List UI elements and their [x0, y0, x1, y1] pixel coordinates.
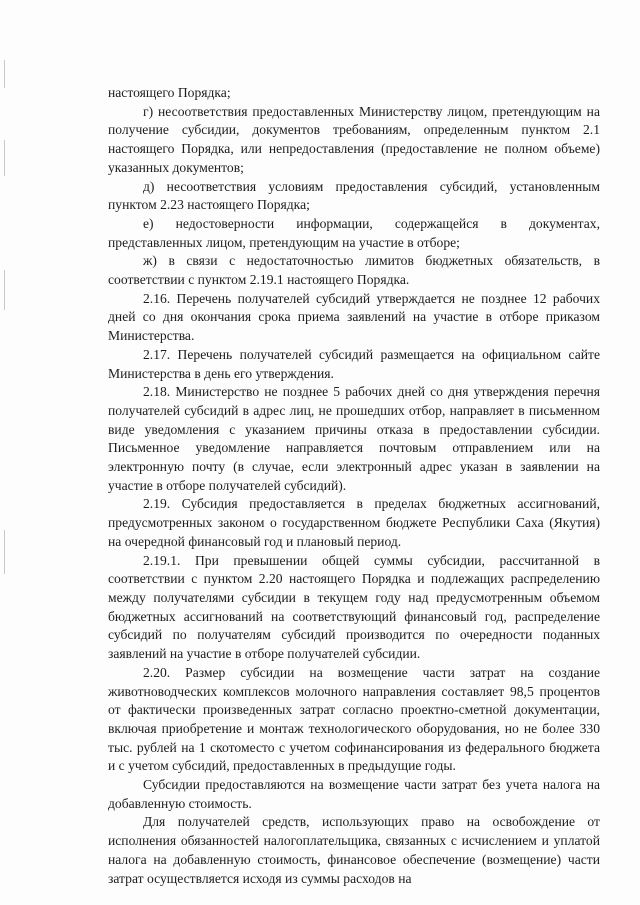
scan-margin-marks — [2, 60, 8, 580]
scan-margin-mark — [4, 270, 5, 310]
paragraph: е) недостоверности информации, содержащейся в документах, представленных лицом, претендующим на участие в отборе; — [108, 215, 600, 250]
paragraph: д) несоответствия условиям предоставления субсидий, установленным пунктом 2.23 настоящего Порядка; — [108, 178, 600, 213]
scan-margin-mark — [4, 60, 5, 88]
paragraph: ж) в связи с недостаточностью лимитов бюджетных обязательств, в соответствии с пунктом 2.19.1 настоящего Порядка. — [108, 253, 600, 288]
paragraph: 2.16. Перечень получателей субсидий утверждается не позднее 12 рабочих дней со дня окончания срока приема заявлений на участие в отборе приказом Министерства. — [108, 290, 600, 344]
paragraph: Субсидии предоставляются на возмещение части затрат без учета налога на добавленную стоимость. — [108, 777, 600, 811]
paragraph: 2.20. Размер субсидии на возмещение части затрат на создание животноводческих комплексов молочного направления составляет 98,5 процентов от фактически произведенных затрат согласно проектно-сметной документации, включая приобретение и монтаж технологического оборудования, но не более 330 тыс. рублей на 1 скотоместо с учетом софинансирования из федерального бюджета и с учетом субсидий, предоставленных в предыдущие годы. — [108, 664, 600, 774]
scan-margin-mark — [4, 530, 5, 574]
paragraph: 2.19. Субсидия предоставляется в пределах бюджетных ассигнований, предусмотренных законом о государственном бюджете Республики Саха (Якутия) на очередной финансовый год и плановый период. — [108, 496, 600, 549]
paragraph: 2.18. Министерство не позднее 5 рабочих дней со дня утверждения перечня получателей субсидий в адрес лиц, не прошедших отбор, направляет в письменном виде уведомления с указанием причины отказа в предоставлении субсидии. Письменное уведомление направляется почтовым отправлением или на электронную почту (в случае, если электронный адрес указан в заявлении на участие в отборе получателей субсидий). — [108, 384, 600, 493]
scan-margin-mark — [4, 140, 5, 176]
paragraph: Для получателей средств, использующих право на освобождение от исполнения обязанностей налогоплательщика, связанных с исчислением и уплатой налога на добавленную стоимость, финансовое обеспечение (возмещение) части затрат осуществляется исходя из суммы расходов на — [108, 814, 600, 886]
document-body — [108, 84, 600, 888]
paragraph: г) несоответствия предоставленных Министерству лицом, претендующим на получение субсидии, документов требованиям, определенным пунктом 2.1 настоящего Порядка, или непредоставления (предоставление не полном объеме) указанных документов; — [108, 103, 600, 175]
paragraph: 2.17. Перечень получателей субсидий размещается на официальном сайте Министерства в день его утверждения. — [108, 346, 600, 381]
paragraph: 2.19.1. При превышении общей суммы субсидии, рассчитанной в соответствии с пунктом 2.20 настоящего Порядка и подлежащих распределению между получателями субсидии в текущем году над предусмотренным объемом бюджетных ассигнований на соответствующий финансовый год, распределение субсидий по получателям субсидий производится по очередности поданных заявлений на участие в отборе получателей субсидии. — [108, 552, 600, 662]
paragraph: настоящего Порядка; — [108, 85, 231, 100]
